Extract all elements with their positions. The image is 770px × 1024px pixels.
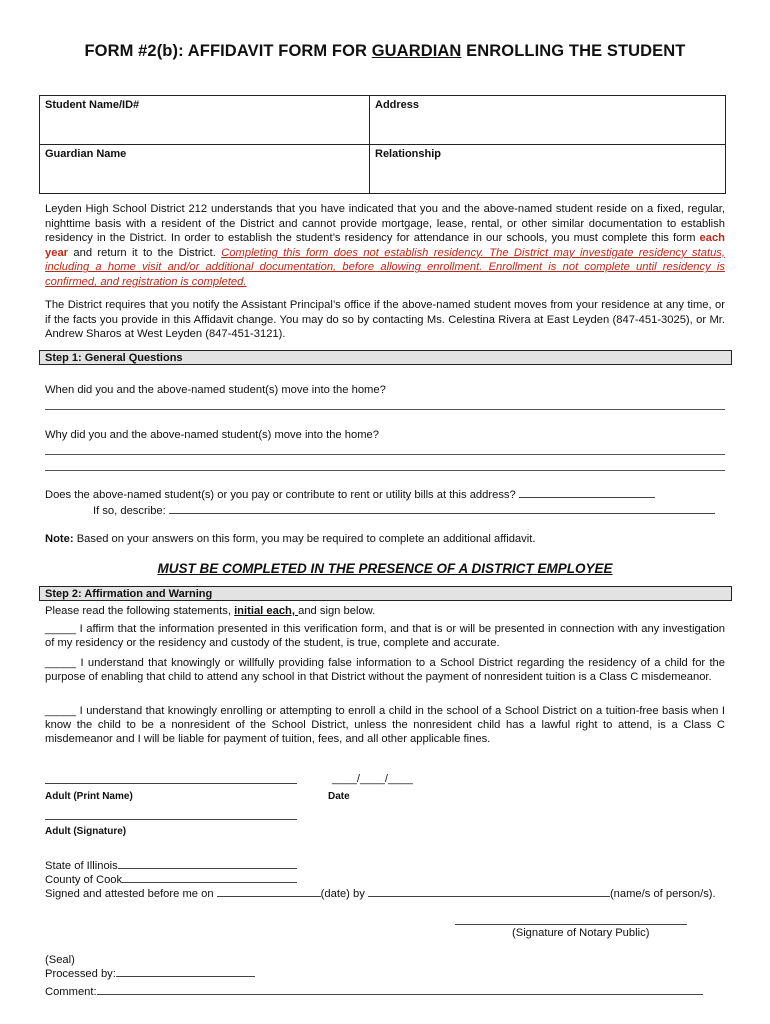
initial-blank-1[interactable]: _____ [45,623,77,635]
answer-line-move-reason-2[interactable] [45,470,725,471]
note-text: Based on your answers on this form, you may be required to complete an additional affidavit. [73,533,536,545]
form-title [0,44,770,58]
statement-false-info-text: I understand that knowingly or willfully providing false information to a School District regarding the residency of a child for the purpose of enabling that child to attend any school in that District without the payment of nonresident tuition is a Class C misdemeanor. [45,657,725,683]
residency-warning: Completing this form does not establish residency. The District may investigate residency status, including a home visit and/or additional documentation, before allowing enrollment. Enrollment is not complete until residency is confirmed, and registration is completed. [45,246,725,288]
relationship-field[interactable] [370,145,726,194]
intro-paragraph [45,202,725,290]
seal-label: (Seal) [45,954,75,966]
describe-row [93,503,715,518]
presence-heading: MUST BE COMPLETED IN THE PRESENCE OF A DISTRICT EMPLOYEE [157,561,613,576]
rent-bills-answer[interactable] [519,487,655,498]
each-year-emphasis: each year [45,232,725,259]
relationship-label: Relationship [375,148,442,160]
notary-signature-line[interactable] [455,924,687,925]
describe-answer[interactable] [169,503,715,514]
notary-signature-label: (Signature of Notary Public) [512,927,650,939]
comment-label: Comment: [45,986,97,998]
instr-initial-each: initial each, [234,605,299,617]
question-rent-bills [45,487,655,502]
answer-line-move-date[interactable] [45,409,725,410]
student-name-label: Student Name/ID# [45,99,140,111]
statement-affirm-text: I affirm that the information presented in this verification form, and that is or will be presented in connection with any investigation of my residency or the residency and custody of the student, is true, complete and accurate. [45,623,725,649]
step1-header: Step 1: General Questions [39,350,732,365]
date-blank[interactable]: ____/____/____ [332,773,413,785]
attested-date-blank[interactable] [217,886,321,897]
processed-by-label: Processed by: [45,968,116,980]
adult-signature-line[interactable] [45,819,297,820]
state-label: State of Illinois [45,860,118,872]
question-move-reason: Why did you and the above-named student(s) move into the home? [45,429,379,441]
question-move-date: When did you and the above-named student(s) move into the home? [45,384,386,396]
instr-text-2: and sign below. [298,605,376,617]
rent-bills-text: Does the above-named student(s) or you pay or contribute to rent or utility bills at this address? [45,489,516,501]
note-label: Note: [45,533,74,545]
address-label: Address [375,99,420,111]
state-row [45,858,297,873]
statement-enrollment [45,705,725,746]
answer-line-move-reason-1[interactable] [45,454,725,455]
attested-prefix: Signed and attested before me on [45,888,217,900]
state-blank[interactable] [118,858,297,869]
adult-print-name-line[interactable] [45,783,297,784]
statement-enrollment-text: I understand that knowingly enrolling or attempting to enroll a child in the school of a School District on a tuition-free basis when I know the child to be a nonresident of the School District, unless the nonresident child has a lawful right to attend, is a Class C misdemeanor and I will be liable for payment of tuition, fees, and all other applicable fines. [45,705,725,745]
intro-text-1: Leyden High School District 212 understands that you have indicated that you and the above-named student reside on a fixed, regular, nighttime basis with a resident of the District and cannot provide mortgage, lease, rental, or other similar documentation to establish residency in the District. In order to establish the student’s residency for attendance in our schools, you must complete this form [45,203,725,245]
title-suffix: ENROLLING THE STUDENT [461,42,686,60]
student-info-table [39,95,726,194]
step2-header: Step 2: Affirmation and Warning [39,586,732,601]
student-name-field[interactable] [40,96,370,145]
guardian-name-label: Guardian Name [45,148,127,160]
attested-row [45,886,716,901]
comment-row [45,984,703,999]
processed-by-blank[interactable] [116,966,255,977]
date-label: Date [328,791,350,802]
county-blank[interactable] [122,872,297,883]
attested-names-suffix: (name/s of person/s). [609,888,716,900]
notify-paragraph: The District requires that you notify the Assistant Principal’s office if the above-named student moves from your residence at any time, or if the facts you provide in this Affidavit change. You may do so by contacting Ms. Celestina Rivera at East Leyden (847-451-3025), or Mr. Andrew Sharos at West Leyden (847-451-3121). [45,299,725,341]
title-guardian: GUARDIAN [371,42,462,60]
initial-blank-3[interactable]: _____ [45,705,77,717]
address-field[interactable] [370,96,726,145]
describe-label: If so, describe: [93,505,166,517]
initial-blank-2[interactable]: _____ [45,657,77,669]
statement-false-info [45,657,725,685]
attested-names-blank[interactable] [368,886,610,897]
county-label: County of Cook [45,874,123,886]
title-prefix: FORM #2(b): AFFIDAVIT FORM FOR [84,42,372,60]
statement-affirm [45,623,725,651]
county-row [45,872,297,887]
adult-signature-label: Adult (Signature) [45,826,127,837]
guardian-name-field[interactable] [40,145,370,194]
note-line [45,532,535,546]
comment-blank[interactable] [97,984,703,995]
processed-by-row [45,966,255,981]
adult-print-name-label: Adult (Print Name) [45,791,133,802]
attested-date-suffix: (date) by [320,888,368,900]
instr-text-1: Please read the following statements, [45,605,235,617]
intro-text-2: and return it to the District. [68,246,222,259]
step2-instructions [45,604,375,618]
